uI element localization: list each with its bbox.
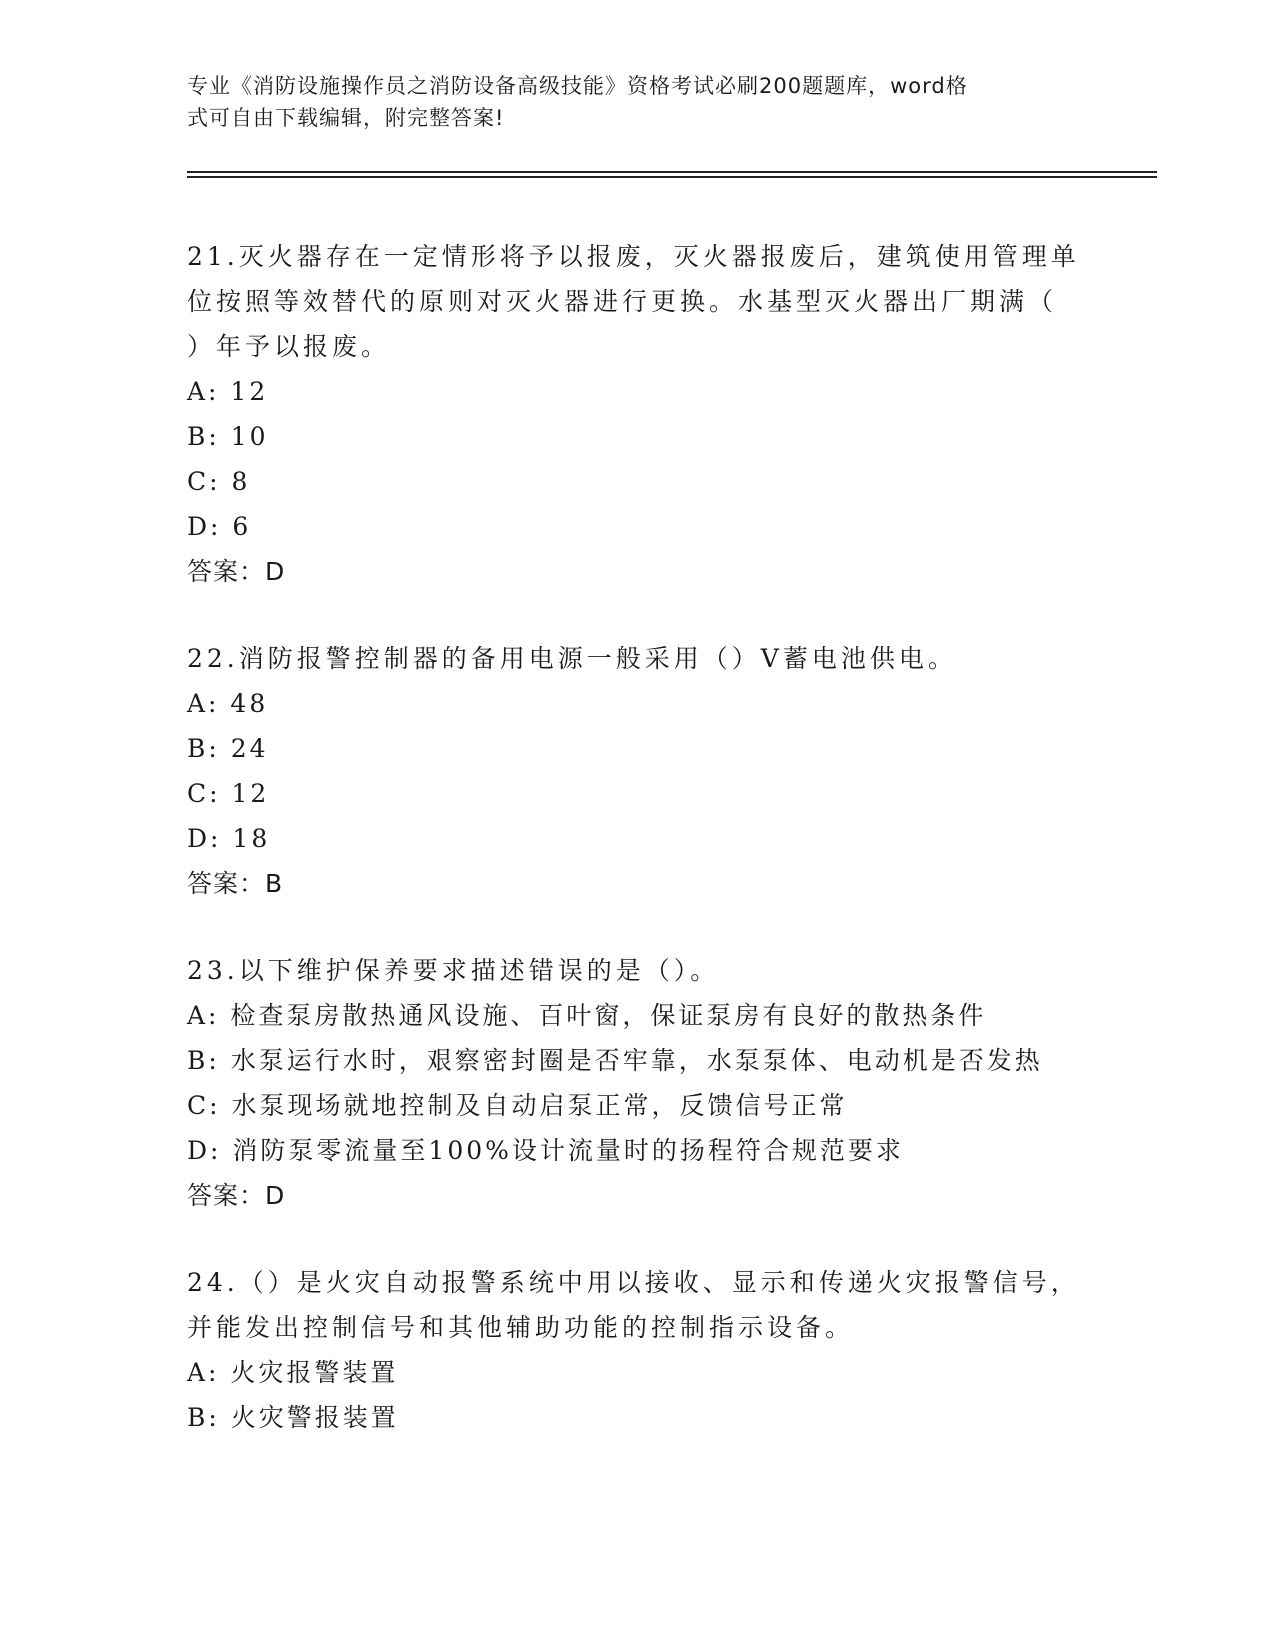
answer-line: 答案：D: [187, 557, 286, 586]
option-b: B: 火灾警报装置: [187, 1403, 399, 1432]
question-stem-line: 21.灭火器存在一定情形将予以报废，灭火器报废后，建筑使用管理单: [187, 242, 1080, 271]
answer-line: 答案：D: [187, 1181, 286, 1210]
question-23: [187, 948, 1087, 1218]
question-stem-line: 23.以下维护保养要求描述错误的是（）。: [187, 956, 720, 985]
document-page: [187, 70, 1087, 1482]
question-stem-line: 24.（）是火灾自动报警系统中用以接收、显示和传递火灾报警信号，: [187, 1268, 1080, 1297]
header-line-1: 专业《消防设施操作员之消防设备高级技能》资格考试必刷200题题库，word格: [187, 74, 968, 98]
question-stem-line: 并能发出控制信号和其他辅助功能的控制指示设备。: [187, 1313, 855, 1342]
question-22: [187, 636, 1087, 906]
rule-line: [187, 171, 1157, 173]
option-c: C: 8: [187, 467, 251, 496]
question-stem-line: 22.消防报警控制器的备用电源一般采用（）V蓄电池供电。: [187, 644, 957, 673]
option-a: A: 火灾报警装置: [187, 1358, 399, 1387]
option-b: B: 10: [187, 422, 269, 451]
option-a: A: 检查泵房散热通风设施、百叶窗，保证泵房有良好的散热条件: [187, 1001, 987, 1030]
question-list: [187, 234, 1087, 1440]
answer-line: 答案：B: [187, 869, 284, 898]
option-a: A: 12: [187, 377, 269, 406]
rule-line: [187, 176, 1157, 178]
option-d: D: 6: [187, 512, 252, 541]
question-24: [187, 1260, 1087, 1440]
option-d: D: 18: [187, 824, 271, 853]
option-b: B: 24: [187, 734, 269, 763]
option-a: A: 48: [187, 689, 269, 718]
question-stem-line: ）年予以报废。: [187, 332, 391, 361]
document-header: [187, 70, 1087, 134]
question-21: [187, 234, 1087, 594]
option-d: D: 消防泵零流量至100%设计流量时的扬程符合规范要求: [187, 1136, 904, 1165]
header-double-rule: [187, 171, 1157, 178]
option-b: B: 水泵运行水时，艰察密封圈是否牢靠，水泵泵体、电动机是否发热: [187, 1046, 1043, 1075]
header-line-2: 式可自由下载编辑，附完整答案!: [187, 106, 505, 130]
option-c: C: 12: [187, 779, 270, 808]
question-stem-line: 位按照等效替代的原则对灭火器进行更换。水基型灭火器出厂期满（: [187, 287, 1058, 316]
option-c: C: 水泵现场就地控制及自动启泵正常，反馈信号正常: [187, 1091, 848, 1120]
